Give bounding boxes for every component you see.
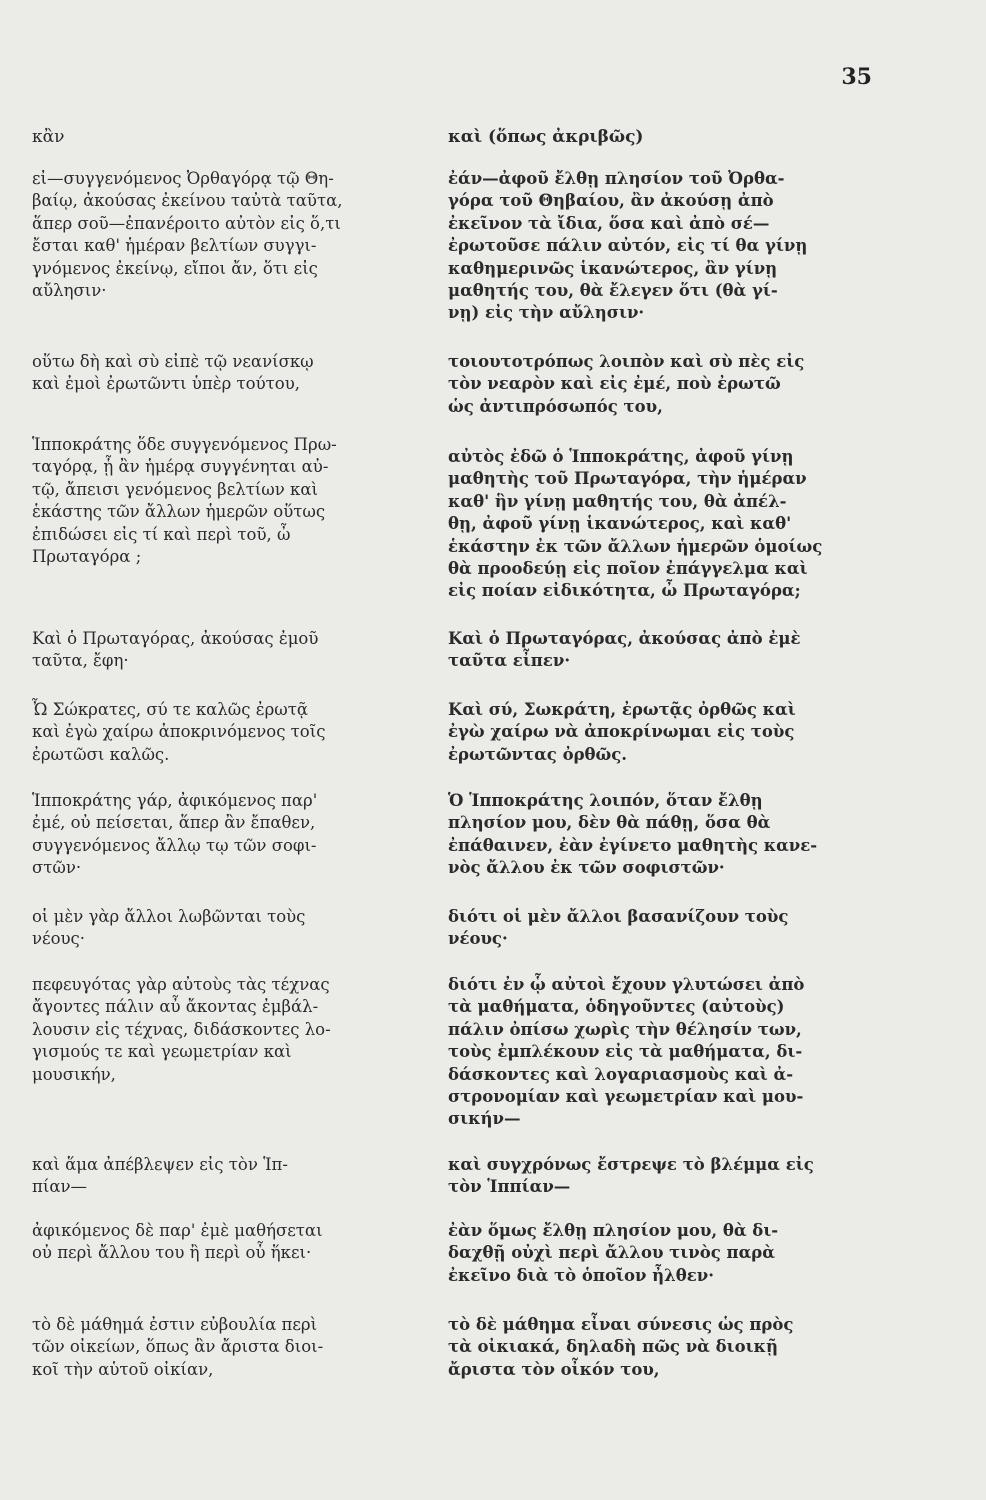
right-paragraph-1: ἐάν—ἀφοῦ ἔλθῃ πλησίον τοῦ Ὀρθα- γόρα τοῦ Θηβαίου, ἂν ἀκούσῃ ἀπὸ ἐκεῖνον τὰ ἴδια, ὅσα καὶ ἀπὸ σέ— ἐρωτοῦσε πάλιν αὐτόν, εἰς τί θα γίνῃ καθημερινῶς ἱκανώτερος, ἂν γίνῃ μαθητής του, θὰ ἔλεγεν ὅτι (θὰ γί- νῃ) εἰς τὴν αὔλησιν· [448,169,808,323]
right-paragraph-3: αὐτὸς ἐδῶ ὁ Ἱπποκράτης, ἀφοῦ γίνῃ μαθητὴς τοῦ Πρωταγόρα, τὴν ἡμέραν καθ' ἣν γίνῃ μαθητής του, θὰ ἀπέλ- θῃ, ἀφοῦ γίνῃ ἱκανώτερος, καὶ καθ' ἑκάστην ἐκ τῶν ἄλλων ἡμερῶν ὁμοίως θὰ προοδεύῃ εἰς ποῖον ἐπάγγελμα καὶ εἰς ποίαν εἰδικότητα, ὦ Πρωταγόρα; [448,447,823,601]
right-paragraph-4: Καὶ ὁ Πρωταγόρας, ἀκούσας ἀπὸ ἐμὲ ταῦτα εἶπεν· [448,629,801,671]
left-paragraph-9: καὶ ἅμα ἀπέβλεψεν εἰς τὸν Ἱπ- πίαν— [32,1155,288,1197]
left-paragraph-11: τὸ δὲ μάθημά ἐστιν εὐβουλία περὶ τῶν οἰκείων, ὅπως ἂν ἄριστα διοι- κοῖ τὴν αὑτοῦ οἰκίαν, [32,1315,324,1379]
right-paragraph-6: Ὁ Ἱπποκράτης λοιπόν, ὅταν ἔλθῃ πλησίον μου, δὲν θὰ πάθῃ, ὅσα θὰ ἐπάθαινεν, ἐὰν ἐγίνετο μαθητὴς κανε- νὸς ἄλλου ἐκ τῶν σοφιστῶν· [448,791,818,878]
left-paragraph-7: οἱ μὲν γὰρ ἄλλοι λωβῶνται τοὺς νέους· [32,907,306,949]
right-paragraph-5: Καὶ σύ, Σωκράτη, ἐρωτᾷς ὀρθῶς καὶ ἐγὼ χαίρω νὰ ἀποκρίνωμαι εἰς τοὺς ἐρωτῶντας ὀρθῶς. [448,700,796,764]
page-number: 35 [841,64,872,90]
left-paragraph-5: Ὦ Σώκρατες, σύ τε καλῶς ἐρωτᾷ καὶ ἐγὼ χαίρω ἀποκρινόμενος τοῖς ἐρωτῶσι καλῶς. [32,700,326,764]
right-paragraph-8: διότι ἐν ᾧ αὐτοὶ ἔχουν γλυτώσει ἀπὸ τὰ μαθήματα, ὁδηγοῦντες (αὐτοὺς) πάλιν ὀπίσω χωρὶς τὴν θέλησίν των, τοὺς ἐμπλέκουν εἰς τὰ μαθήματα, δι- δάσκοντες καὶ λογαριασμοὺς καὶ ἀ- στρονομίαν καὶ γεωμετρίαν καὶ μου- σικήν— [448,975,805,1129]
right-paragraph-9: καὶ συγχρόνως ἔστρεψε τὸ βλέμμα εἰς τὸν Ἱππίαν— [448,1155,814,1197]
right-paragraph-10: ἐὰν ὅμως ἔλθῃ πλησίον μου, θὰ δι- δαχθῇ οὐχὶ περὶ ἄλλου τινὸς παρὰ ἐκεῖνο διὰ τὸ ὁποῖον ἦλθεν· [448,1221,779,1285]
left-paragraph-3: Ἱπποκράτης ὅδε συγγενόμενος Πρω- ταγόρᾳ, ᾗ ἂν ἡμέρᾳ συγγένηται αὐ- τῷ, ἄπεισι γενόμενος βελτίων καὶ ἑκάστης τῶν ἄλλων ἡμερῶν οὕτως ἐπιδώσει εἰς τί καὶ περὶ τοῦ, ὦ Πρωταγόρα ; [32,435,337,567]
right-paragraph-2: τοιουτοτρόπως λοιπὸν καὶ σὺ πὲς εἰς τὸν νεαρὸν καὶ εἰς ἐμέ, ποὺ ἐρωτῶ ὡς ἀντιπρόσωπός του, [448,352,805,416]
left-paragraph-2: οὕτω δὴ καὶ σὺ εἰπὲ τῷ νεανίσκῳ καὶ ἐμοὶ ἐρωτῶντι ὑπὲρ τούτου, [32,352,314,394]
right-paragraph-0: καὶ (ὅπως ἀκριβῶς) [448,127,644,147]
left-paragraph-10: ἀφικόμενος δὲ παρ' ἐμὲ μαθήσεται οὐ περὶ ἄλλου του ἢ περὶ οὗ ἥκει· [32,1221,323,1263]
left-paragraph-6: Ἱπποκράτης γάρ, ἀφικόμενος παρ' ἐμέ, οὐ πείσεται, ἅπερ ἂν ἔπαθεν, συγγενόμενος ἄλλῳ τῳ τῶν σοφι- στῶν· [32,791,318,878]
left-paragraph-4: Καὶ ὁ Πρωταγόρας, ἀκούσας ἐμοῦ ταῦτα, ἔφη· [32,629,319,671]
left-paragraph-8: πεφευγότας γὰρ αὐτοὺς τὰς τέχνας ἄγοντες πάλιν αὖ ἄκοντας ἐμβάλ- λουσιν εἰς τέχνας, διδάσκοντες λο- γισμούς τε καὶ γεωμετρίαν καὶ μουσικήν, [32,975,331,1084]
right-paragraph-11: τὸ δὲ μάθημα εἶναι σύνεσις ὡς πρὸς τὰ οἰκιακά, δηλαδὴ πῶς νὰ διοικῇ ἄριστα τὸν οἶκόν του, [448,1315,794,1379]
left-paragraph-1: εἰ—συγγενόμενος Ὀρθαγόρᾳ τῷ Θη- βαίῳ, ἀκούσας ἐκείνου ταὐτὰ ταῦτα, ἅπερ σοῦ—ἐπανέροιτο αὐτὸν εἰς ὅ,τι ἔσται καθ' ἡμέραν βελτίων συγγι- γνόμενος ἐκείνῳ, εἴποι ἄν, ὅτι εἰς αὔλησιν· [32,169,343,301]
right-paragraph-7: διότι οἱ μὲν ἄλλοι βασανίζουν τοὺς νέους· [448,907,789,949]
left-paragraph-0: κἂν [32,127,65,147]
